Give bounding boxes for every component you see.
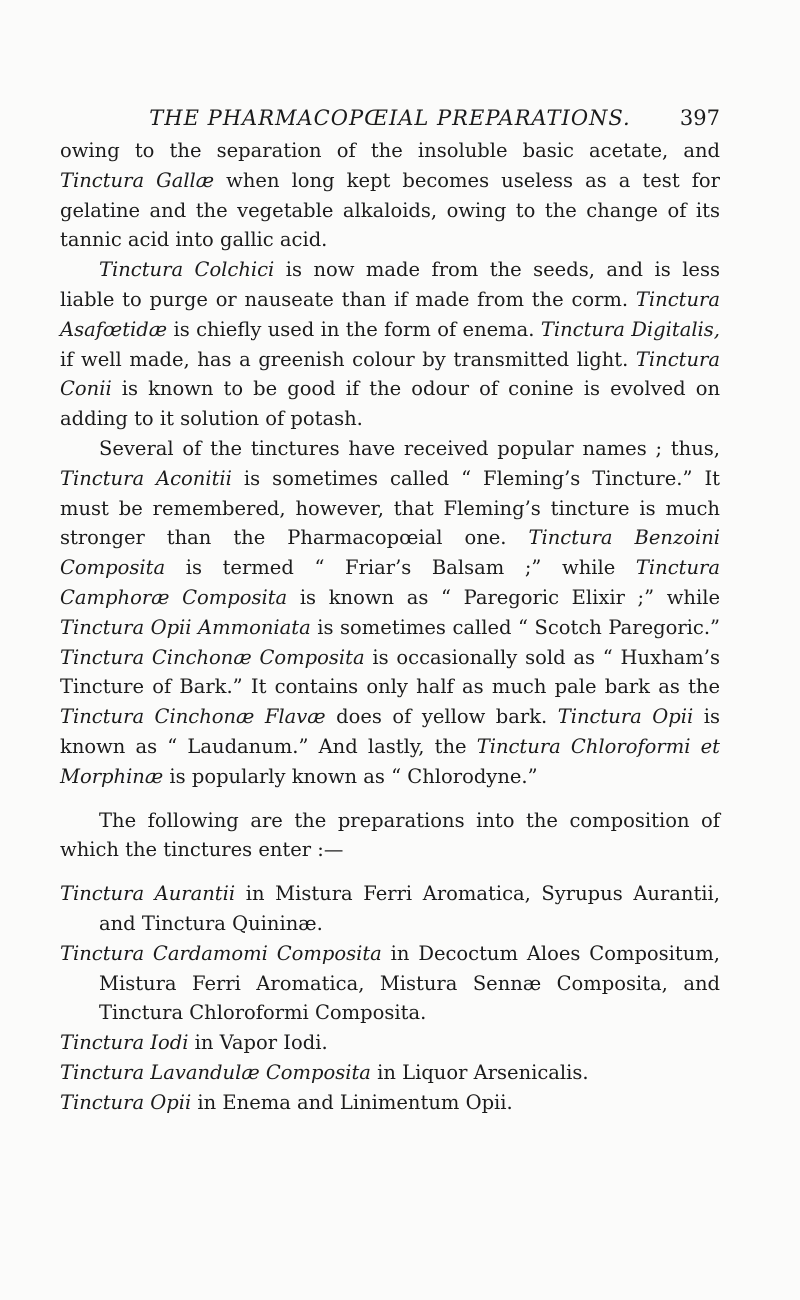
italic-term: Tinctura Iodi [60,1031,189,1055]
italic-term: Tinctura Aurantii [60,882,236,906]
page-header [60,104,720,132]
list-item-cardamomi [60,939,720,1028]
list-item-opii [60,1088,720,1118]
text-run: in Enema and Linimentum Opii. [191,1090,513,1114]
page-number: 397 [679,106,720,130]
italic-term: Tinctura Conii [60,347,720,401]
paragraph-continuation [60,136,720,255]
italic-term: Tinctura Digitalis, [540,317,720,341]
italic-term: Tinctura Colchici [99,258,275,282]
text-run: is occasionally sold as “ Huxham’s Tincture of Bark.” It contains only half as much pale bark as the [60,645,720,699]
text-run: is termed “ Friar’s Balsam ;” while [165,556,636,580]
text-run: in Vapor Iodi. [188,1031,328,1055]
text-run: is known to be good if the odour of conine is evolved on adding to it solution of potash. [60,377,720,431]
running-title: THE PHARMACOPŒIAL PREPARATIONS. [149,106,631,130]
text-run: owing to the separation of the insoluble basic acetate, and [60,139,720,162]
text-run: The following are the preparations into the composition of which the tinctures enter :— [60,808,720,862]
italic-term: Tinctura Cardamomi Composita [60,941,382,965]
text-run: in Mistura Ferri Aromatica, Syrupus Aurantii, and Tinctura Quininæ. [99,882,720,935]
text-run: is known as “ Laudanum.” And lastly, the [60,705,720,758]
italic-term: Tinctura Opii Ammoniata [60,615,311,639]
italic-term: Tinctura Lavandulæ Composita [60,1060,371,1084]
italic-term: Tinctura Cinchonæ Composita [60,645,365,669]
italic-term: Tinctura Opii [557,705,694,729]
text-run: in Liquor Arsenicalis. [370,1060,589,1084]
text-run: is known as “ Paregoric Elixir ;” while [287,585,720,609]
text-run: in Decoctum Aloes Compositum, Mistura Ferri Aromatica, Mistura Sennæ Composita, and Tinctura Chloroformi Composita. [99,941,720,1025]
italic-term: Tinctura Gallæ [60,168,215,192]
text-run: if well made, has a greenish colour by transmitted light. [60,347,636,371]
text-run: is chiefly used in the form of enema. [167,317,541,341]
text-run: is sometimes called “ Scotch Paregoric.” [310,615,720,639]
list-item-lavandulae [60,1058,720,1088]
list-item-iodi [60,1028,720,1058]
italic-term: Tinctura Benzoini Composita [60,526,720,580]
paragraph-preparations-intro [60,806,720,866]
italic-term: Tinctura Camphoræ Composita [60,556,720,609]
text-run: when long kept becomes useless as a test for gelatine and the vegetable alkaloids, owing to the change of its tannic acid into gallic acid. [60,168,720,252]
paragraph-colchici [60,255,720,434]
italic-term: Tinctura Opii [60,1090,192,1114]
text-run: is now made from the seeds, and is less liable to purge or nauseate than if made from the corm. [60,258,720,311]
text-run: does of yellow bark. [325,705,558,729]
text-run: Several of the tinctures have received popular names ; thus, [99,436,720,460]
body-text [60,136,720,1118]
italic-term: Tinctura Chloroformi et Morphinæ [60,734,720,788]
text-run: is sometimes called “ Fleming’s Tincture.” It must be remembered, however, that Fleming’s tincture is much stronger than the Pharmacopœial one. [60,466,720,550]
italic-term: Tinctura Aconitii [60,466,232,490]
italic-term: Tinctura Cinchonæ Flavæ [60,705,326,729]
text-run: is popularly known as “ Chlorodyne.” [163,764,538,788]
italic-term: Tinctura Asafœtidæ [60,287,720,341]
list-item-aurantii [60,879,720,939]
paragraph-popular-names [60,434,720,792]
